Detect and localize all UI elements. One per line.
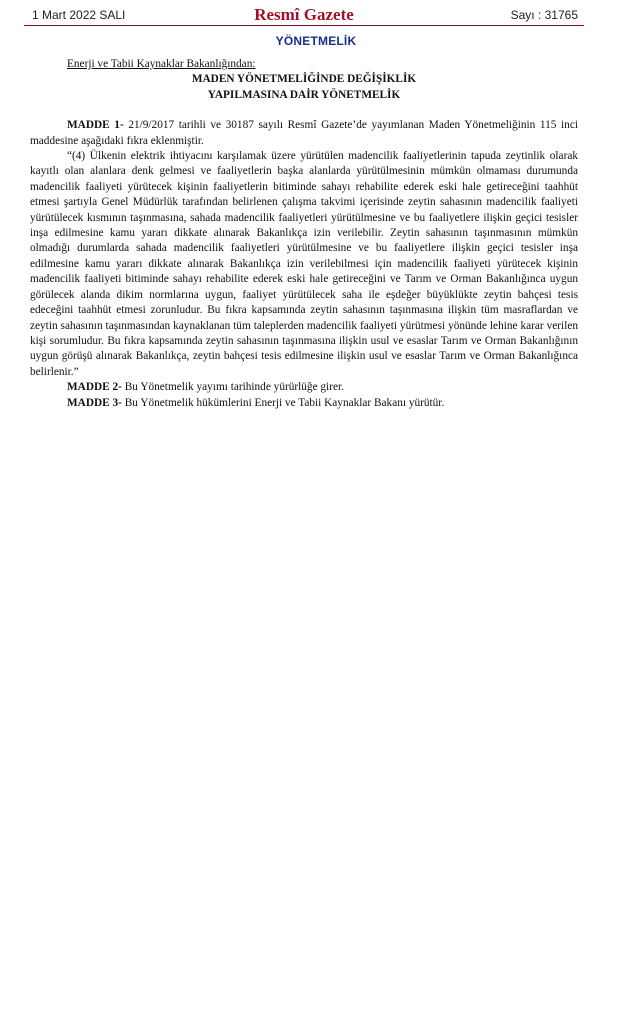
article-3 xyxy=(30,396,578,411)
regulation-body xyxy=(30,57,578,411)
publication-date: 1 Mart 2022 SALI xyxy=(32,8,126,22)
ministry-line xyxy=(30,57,578,72)
gazette-title: Resmî Gazete xyxy=(254,5,354,24)
section-heading: YÖNETMELİK xyxy=(275,34,357,48)
issuing-ministry: Enerji ve Tabii Kaynaklar Bakanlığından: xyxy=(67,58,256,70)
article-3-label: MADDE 3- xyxy=(67,396,122,409)
amendment-quote: “(4) Ülkenin elektrik ihtiyacını karşılamak üzere yürütülen madencilik faaliyetlerinin tapuda zeytinlik olarak kayıtlı olan alanlara denk gelmesi ve faaliyetlerin başka alanlarda yürütülmesinin mümkün olmaması durumunda madencilik faaliyeti yürütecek kişinin faaliyetlerin bitiminde sahayı rehabilite ederek eski hale getireceğini taahhüt etmesi şartıyla Genel Müdürlük tarafından belirlenen çalışma takvimi içerisinde zeytin sahasının madencilik faaliyeti yürütülecek kısmının taşınmasına, sahada madencilik faaliyetleri yürütülmesine ve bu faaliyetlere ilişkin geçici tesisler inşa edilmesine kamu yararı dikkate alınarak Bakanlıkça izin verilebilir. Zeytin sahasının taşınmasının mümkün olmadığı durumlarda sahada madencilik faaliyetleri yürütülmesine ve bu faaliyetlere ilişkin geçici tesisler inşa edilmesine kamu yararı dikkate alınarak Bakanlıkça izin verilebilmesi için madencilik faaliyeti yürütecek kişinin madencilik faaliyeti bitiminde sahayı rehabilite ederek eski hale getireceğini ve Tarım ve Orman Bakanlığınca uygun görülecek alanda dikim normlarına uygun, faaliyet yürütülecek saha ile eşdeğer büyüklükte zeytin bahçesi tesis edeceğini taahhüt etmesi zorunludur. Bu fıkra kapsamında zeytin sahasının taşınmasına ilişkin tüm masraflardan ve zeytin sahasının taşınmasından kaynaklanan tüm taleplerden madencilik faaliyeti yürütmesi yönünde lehine karar verilen kişi sorumludur. Bu fıkra kapsamında zeytin sahasının taşınmasına ilişkin usul ve esaslar Tarım ve Orman Bakanlığının uygun görüşü alınarak Bakanlıkça, zeytin bahçesi tesis edilmesine ilişkin usul ve esaslar Tarım ve Orman Bakanlığınca belirlenir.” xyxy=(30,150,578,378)
gazette-header xyxy=(24,4,584,26)
article-1-label: MADDE 1- xyxy=(67,119,124,132)
header-divider xyxy=(24,25,584,26)
issue-number: Sayı : 31765 xyxy=(510,8,578,22)
article-2 xyxy=(30,380,578,395)
article-1 xyxy=(30,118,578,149)
regulation-title-line-2: YAPILMASINA DAİR YÖNETMELİK xyxy=(207,88,401,101)
regulation-title-line-1: MADEN YÖNETMELİĞİNDE DEĞİŞİKLİK xyxy=(191,73,417,86)
article-2-label: MADDE 2- xyxy=(67,381,122,394)
article-1-text: 21/9/2017 tarihli ve 30187 sayılı Resmî Gazete’de yayımlanan Maden Yönetmeliğinin 115 inci maddesine aşağıdaki fıkra eklenmiştir. xyxy=(30,119,578,147)
spacer xyxy=(30,103,578,118)
article-2-text: Bu Yönetmelik yayımı tarihinde yürürlüğe girer. xyxy=(121,381,344,394)
article-3-text: Bu Yönetmelik hükümlerini Enerji ve Tabii Kaynaklar Bakanı yürütür. xyxy=(121,396,445,409)
